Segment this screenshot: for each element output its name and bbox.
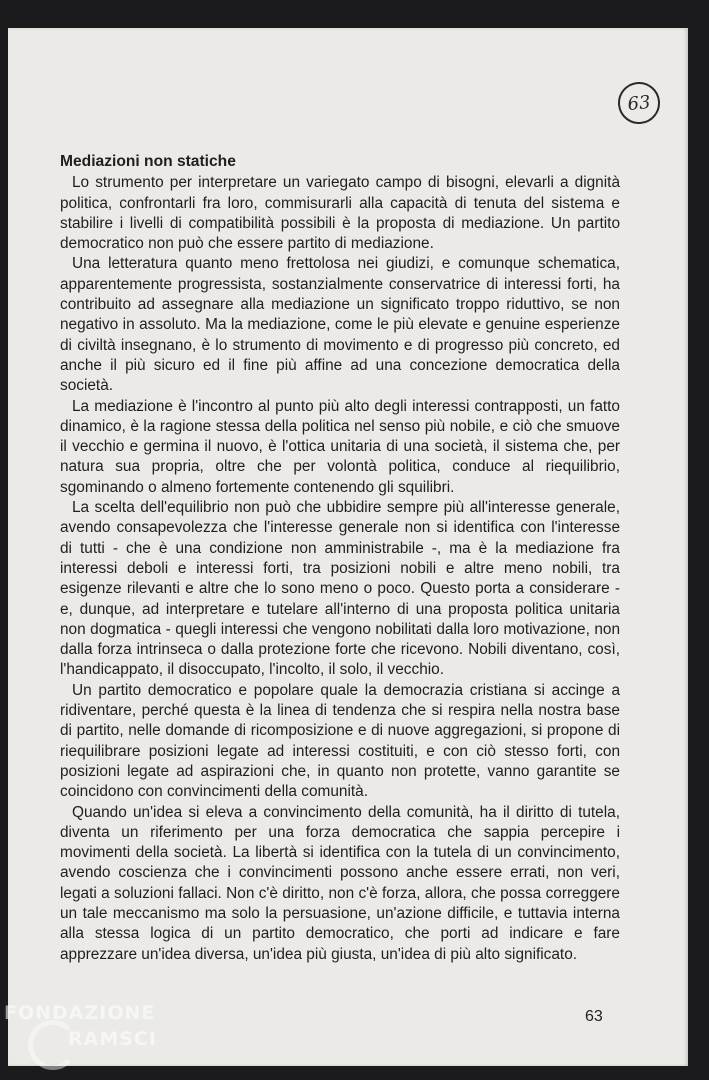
article-body [60, 152, 620, 965]
paragraph: Una letteratura quanto meno frettolosa nei giudizi, e comunque schematica, apparentemente progressista, sostanzialmente conservatrice di interessi forti, ha contribuito ad assegnare alla mediazione un significato troppo riduttivo, se non negativo in assoluto. Ma la mediazione, come le più elevate e genuine esperienze di civiltà insegnano, è lo strumento di movimento e di progresso più concreto, ed anche il più sicuro ed il fine più affine ad una concezione democratica della società. [60, 255, 620, 395]
paragraph: La mediazione è l'incontro al punto più alto degli interessi contrapposti, un fatto dinamico, è la ragione stessa della politica nel senso più nobile, e ciò che smuove il vecchio e germina il nuovo, è l'ottica unitaria di una società, il sistema che, per natura sua propria, oltre che per volontà politica, conduce al riequilibrio, sgominando o almeno fortemente contenendo gli squilibri. [60, 397, 620, 496]
watermark-line1: FONDAZIONE [4, 1002, 156, 1024]
paragraph: La scelta dell'equilibrio non può che ubbidire sempre più all'interesse generale, avendo consapevolezza che l'interesse generale non si identifica con l'interesse di tutti - che è una condizione non amministrabile -, ma è la mediazione fra interessi deboli e interessi forti, tra posizioni nobili e altre meno nobili, tra esigenze rilevanti e altre che lo sono meno o poco. Questo porta a considerare - e, dunque, ad interpretare e tutelare all'interno di una proposta politica unitaria non dogmatica - quegli interessi che vengono nobilitati dalla loro motivazione, non dalla forza intrinseca o dalla protezione forte che ricevono. Nobili diventano, così, l'handicappato, il disoccupato, l'incolto, il solo, il vecchio. [60, 499, 620, 679]
watermark-line2: RAMSCI [68, 1028, 157, 1050]
section-heading: Mediazioni non statiche [60, 153, 236, 170]
paragraph: Un partito democratico e popolare quale la democrazia cristiana si accinge a ridiventare, perché questa è la linea di tendenza che si respira nella nostra base di partito, nelle domande di ricomposizione e di nuove aggregazioni, si propone di riequilibrare posizioni legate ad interessi costituiti, e con ciò stesso forti, con posizioni legate ad aspirazioni che, in quanto non protette, vanno garantite se coincidono con convincimenti della comunità. [60, 681, 620, 801]
paragraph: Lo strumento per interpretare un variegato campo di bisogni, elevarli a dignità politica, confrontarli fra loro, commisurarli alla capacità di tenuta del sistema e stabilire i livelli di compatibilità possibili è la proposta di mediazione. Un partito democratico non può che essere partito di mediazione. [60, 174, 620, 253]
document-page [8, 28, 688, 1066]
handwritten-page-number: 63 [616, 80, 662, 126]
paragraph: Quando un'idea si eleva a convincimento della comunità, ha il diritto di tutela, diventa un riferimento per una forza democratica che sappia percepire i movimenti della società. La libertà si identifica con la tutela di un convincimento, avendo coscienza che i convincimenti possono anche essere errati, non veri, legati a soluzioni fallaci. Non c'è diritto, non c'è forza, allora, che possa correggere un tale meccanismo ma solo la persuasione, un'azione difficile, e tuttavia interna alla stessa logica di un partito democratico, che porti ad indicare e fare apprezzare un'idea diversa, un'idea più giusta, un'idea di più alto significato. [60, 803, 620, 963]
watermark-logo [0, 998, 180, 1068]
page-number: 63 [585, 1008, 603, 1025]
